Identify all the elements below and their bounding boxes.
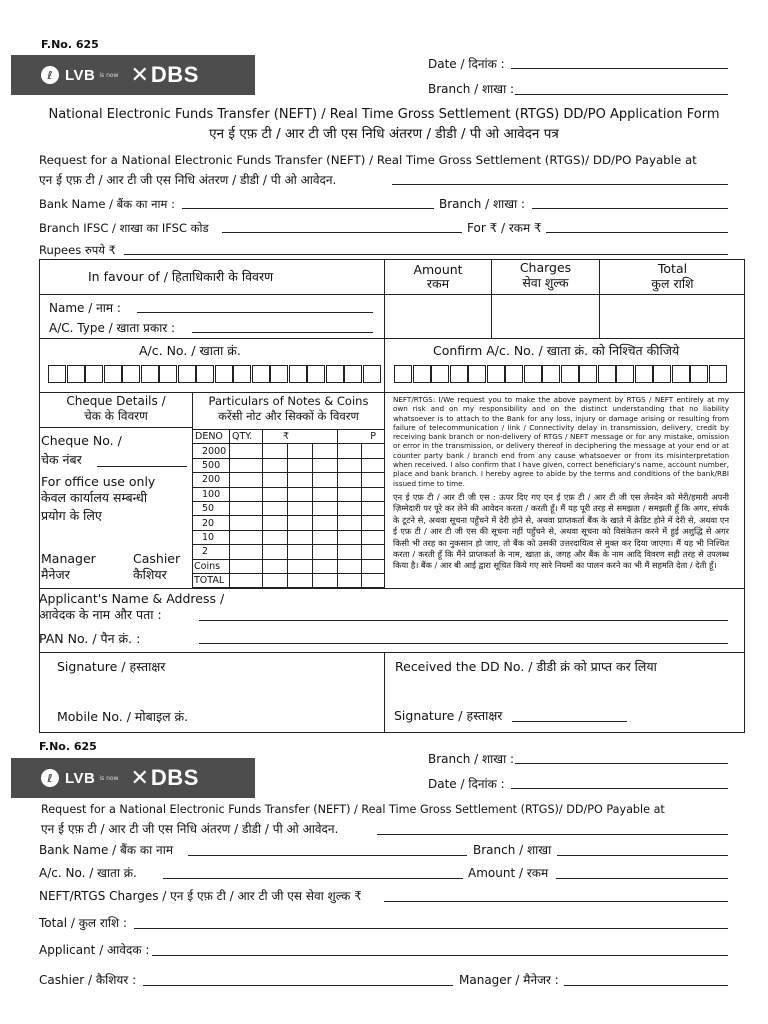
dbs-star-icon: ✕ [130,62,149,88]
account-digit-box[interactable] [431,365,449,383]
bottom-branch-label: Branch / शाखा : [428,752,515,766]
paise-cell[interactable] [338,444,361,458]
declaration-en: NEFT/RTGS: I/We request you to make the above payment by RTGS / NEFT entirely at my own risk and on my responsibility and on the distinct understanding that no liability whatsoever is to attach to the Bank for any loss, injury or damage arising or resulting from failure of telecommunication / link / Connectivity delay in transmission, delivery, credit by receiving bank branch or non-delivery of RTGS / NEFT message or for any mistake, omission or error in the transmission, or delivery thereof in deciphering the message at your end or at counter party bank / branch end from any cause whatsoever or from its misinterpretation when received. I also confirm that I have given, correct beneficiary's name, account number, place and bank branch. I hereby agree to abide by the terms and conditions of the bank/RBI issued time to time. [393,395,729,488]
amount-heading-hi: रकम [426,276,450,291]
beneficiary-name-field[interactable] [137,312,373,313]
bottom-branch-field[interactable] [515,763,728,764]
rupee-cell[interactable] [288,545,313,559]
deno-header-row [193,430,385,444]
bottom-request-hi: एन ई एफ़ टी / आर टी जी एस निधि अंतरण / डीडी / पी ओ आवेदन. [41,822,339,836]
cheque-details-heading-en: Cheque Details / [66,394,166,408]
paise-cell[interactable] [361,559,384,573]
rupee-cell[interactable] [288,473,313,487]
qty-cell[interactable] [230,545,263,559]
account-digit-box[interactable] [252,365,270,383]
bank-logo [11,55,255,95]
branch2-field[interactable] [532,208,728,209]
rupee-cell[interactable] [288,516,313,530]
account-digit-box[interactable] [307,365,325,383]
account-digit-box[interactable] [561,365,579,383]
acno-boxes[interactable] [48,365,382,383]
rupee-cell[interactable] [313,487,338,501]
grid-divider [39,392,745,393]
cheque-no-field[interactable] [97,466,187,467]
beneficiary-name-label: Name / नाम : [49,301,121,315]
manager-label-hi: मैनेजर [41,567,70,582]
ifsc-label: Branch IFSC / शाखा का IFSC कोड [39,221,209,235]
applicant-field[interactable] [199,620,728,621]
grid-divider [39,338,745,339]
paise-cell[interactable] [338,473,361,487]
cashier-label-en: Cashier [133,551,181,566]
account-digit-box[interactable] [709,365,727,383]
deno-value: 10 [193,530,230,544]
rupee-cell[interactable] [263,559,288,573]
grid-divider [39,652,745,653]
form-number: F.No. 625 [41,38,99,51]
deno-row [193,530,385,544]
dbs-star-icon: ✕ [130,765,149,791]
bottom-acno-field[interactable] [163,878,463,879]
account-digit-box[interactable] [579,365,597,383]
deno-value: 2 [193,545,230,559]
rupee-cell[interactable] [288,559,313,573]
rupee-cell[interactable] [313,458,338,472]
signature-label: Signature / हस्ताक्षर [57,659,166,674]
rupee-cell[interactable] [288,573,313,587]
is-now-text: is now [99,774,119,782]
denomination-table [192,429,385,588]
deno-row [193,487,385,501]
bottom-branch2-label: Branch / शाखा [473,843,552,857]
request-text-en: Request for a National Electronic Funds Transfer (NEFT) / Real Time Gross Settlement (RTGS)/ DD/PO Payable at [39,153,697,167]
paise-cell[interactable] [338,458,361,472]
bottom-total-field[interactable] [134,928,728,929]
bottom-applicant-label: Applicant / आवेदक : [39,943,150,957]
rupee-cell[interactable] [288,444,313,458]
for-amount-label: For ₹ / रकम ₹ [467,221,542,235]
applicant-label-en: Applicant's Name & Address / [39,591,225,606]
total-heading-hi: कुल राशि [651,276,694,291]
lvb-text: LVB [65,769,96,787]
office-use-hi-1: केवल कार्यालय सम्बन्धी [41,490,148,505]
rupee-cell[interactable] [263,573,288,587]
bottom-acno-label: A/c. No. / खाता क्रं. [39,866,137,880]
cashier-label-hi: कैशियर [133,567,167,582]
rupee-cell[interactable] [288,530,313,544]
account-digit-box[interactable] [468,365,486,383]
grid-divider [384,652,385,733]
paise-cell[interactable] [338,501,361,515]
paise-cell[interactable] [361,516,384,530]
paise-cell[interactable] [338,545,361,559]
qty-cell[interactable] [230,516,263,530]
paise-cell[interactable] [338,573,361,587]
bottom-charges-label: NEFT/RTGS Charges / एन ई एफ़ टी / आर टी जी एस सेवा शुल्क ₹ [39,889,362,903]
bottom-amount-field[interactable] [556,878,728,879]
deno-header: DENO [193,430,230,444]
cheque-no-label-hi: चेक नंबर [41,452,82,467]
favour-heading: In favour of / हिताधिकारी के विवरण [88,269,274,284]
account-digit-box[interactable] [104,365,122,383]
rupee-cell[interactable] [313,501,338,515]
dbs-text: DBS [150,765,199,790]
rupee-cell[interactable] [263,530,288,544]
bottom-date-field[interactable] [511,788,728,789]
account-digit-box[interactable] [85,365,103,383]
bank-name-field[interactable] [182,208,434,209]
account-digit-box[interactable] [196,365,214,383]
qty-header: QTY. [230,430,263,444]
deno-row [193,559,385,573]
rupee-cell[interactable] [288,458,313,472]
paise-cell[interactable] [338,530,361,544]
confirm-acno-heading: Confirm A/c. No. / खाता क्रं. को निश्चित कीजिये [433,343,680,358]
branch-label: Branch / शाखा : [428,82,515,96]
account-digit-box[interactable] [542,365,560,383]
total-heading-en: Total [657,261,688,276]
bottom-form-number: F.No. 625 [39,740,97,753]
paise-cell[interactable] [361,458,384,472]
account-digit-box[interactable] [505,365,523,383]
account-digit-box[interactable] [413,365,431,383]
paise-cell[interactable] [361,487,384,501]
account-digit-box[interactable] [141,365,159,383]
applicant-label-hi: आवेदक के नाम और पता : [39,607,162,622]
rupee-cell[interactable] [313,444,338,458]
pan-label: PAN No. / पैन क्रं. : [39,631,141,646]
account-digit-box[interactable] [653,365,671,383]
qty-cell[interactable] [230,444,263,458]
declaration-hi: एन ई एफ़ टी / आर टी जी एस : ऊपर दिए गए एन ई एफ़ टी / आर टी जी एस लेनदेन को मेरी/हमारी अपनी ज़िम्मेदारी पर पूरे कर लेने की आवेदन करता / करती हूँ। मैं यह पूरी तरह से समझता / समझती हूँ कि अगर, संपर्क के टूटने से, अथवा सूचना पहुँचने में देरी होने से, अथवा प्राप्तकर्ता बैंक के खाते में क्रेडिट होने में देरी से, अथवा एन ई एफ़ टी / आर टी जी एस की सूचना नहीं पहुँचने से, अथवा सूचना को विसंकेतन करने में हुई अशुद्धि से अगर किसी भी तरह का नुकसान हो जाए, तो बैंक को उसकी उत्तरदायित्व से मुक्त कर दिया जाएगा। मैं यह भी निश्चित करता / करती हूँ कि मैंने प्राप्तकर्ता के नाम, खाता क्रं, जगह और बैंक के नाम आदि विवरण सही तरह से उपलब्ध किया है। बैंक / आर बी आई द्वारा सूचित किये गए सारे नियमों का पालन करने का भी मैं सहमति देता / देती हूँ। [393,492,729,571]
paise-cell[interactable] [338,516,361,530]
is-now-text: is now [99,71,119,79]
deno-row [193,516,385,530]
account-digit-box[interactable] [215,365,233,383]
account-digit-box[interactable] [616,365,634,383]
deno-value: 200 [193,473,230,487]
bottom-manager-label: Manager / मैनेजर : [459,973,559,987]
bottom-bank-name-label: Bank Name / बैंक का नाम [39,843,173,857]
rupees-field[interactable] [124,254,728,255]
bottom-bank-logo [11,758,255,798]
amount-heading-en: Amount [413,262,463,277]
grid-divider [39,294,745,295]
paise-cell[interactable] [361,545,384,559]
branch2-label: Branch / शाखा : [439,197,526,211]
rupee-header: ₹ [263,430,338,444]
qty-cell[interactable] [230,573,263,587]
account-digit-box[interactable] [635,365,653,383]
qty-cell[interactable] [230,458,263,472]
rupee-cell[interactable] [313,516,338,530]
paise-cell[interactable] [361,573,384,587]
paise-cell[interactable] [361,530,384,544]
rupee-cell[interactable] [263,473,288,487]
qty-cell[interactable] [230,473,263,487]
deno-row [193,545,385,559]
deno-value: TOTAL [193,573,230,587]
account-digit-box[interactable] [289,365,307,383]
acno-heading: A/c. No. / खाता क्रं. [139,343,241,358]
office-use-hi-2: प्रयोग के लिए [41,508,102,523]
form-title-en: National Electronic Funds Transfer (NEFT) / Real Time Gross Settlement (RTGS) DD/PO Application Form [48,107,720,122]
deno-value: 20 [193,516,230,530]
mobile-label: Mobile No. / मोबाइल क्रं. [57,709,189,724]
bottom-total-label: Total / कुल राशि : [39,916,128,930]
account-digit-box[interactable] [122,365,140,383]
deno-row [193,444,385,458]
particulars-heading-en: Particulars of Notes & Coins [208,394,369,408]
paise-header: P [338,430,385,444]
bottom-branch2-field[interactable] [557,855,728,856]
rupee-cell[interactable] [263,545,288,559]
account-digit-box[interactable] [524,365,542,383]
rupee-cell[interactable] [263,516,288,530]
bottom-applicant-field[interactable] [152,955,728,956]
account-digit-box[interactable] [48,365,66,383]
grid-divider [39,588,745,589]
rupee-cell[interactable] [263,487,288,501]
deno-value: 2000 [193,444,230,458]
date-label: Date / दिनांक : [428,57,505,71]
account-digit-box[interactable] [487,365,505,383]
cheque-details-heading-hi: चेक के विवरण [84,409,148,423]
account-digit-box[interactable] [363,365,381,383]
charges-heading-hi: सेवा शुल्क [522,275,569,290]
account-digit-box[interactable] [326,365,344,383]
rupee-cell[interactable] [313,559,338,573]
ac-type-field[interactable] [192,332,373,333]
account-digit-box[interactable] [672,365,690,383]
paise-cell[interactable] [338,487,361,501]
account-digit-box[interactable] [394,365,412,383]
account-digit-box[interactable] [178,365,196,383]
deno-row [193,573,385,587]
manager-label-en: Manager [41,551,96,566]
deno-value: 100 [193,487,230,501]
account-digit-box[interactable] [344,365,362,383]
ifsc-field[interactable] [222,232,462,233]
qty-cell[interactable] [230,559,263,573]
rupee-cell[interactable] [313,573,338,587]
account-digit-box[interactable] [233,365,251,383]
office-use-en: For office use only [41,474,156,489]
form-title-hi: एन ई एफ़ टी / आर टी जी एस निधि अंतरण / डीडी / पी ओ आवेदन पत्र [209,126,559,142]
date-field[interactable] [511,68,728,69]
request-text-hi: एन ई एफ़ टी / आर टी जी एस निधि अंतरण / डीडी / पी ओ आवेदन. [39,173,337,187]
rupee-cell[interactable] [263,458,288,472]
grid-divider [39,427,192,428]
charges-heading-en: Charges [519,260,572,275]
bottom-date-label: Date / दिनांक : [428,777,505,791]
rupee-cell[interactable] [263,501,288,515]
bottom-request-en: Request for a National Electronic Funds Transfer (NEFT) / Real Time Gross Settlement (RTGS)/ DD/PO Payable at [41,803,665,816]
account-digit-box[interactable] [690,365,708,383]
particulars-heading-hi: करेंसी नोट और सिक्कों के विवरण [218,409,359,423]
received-dd-label: Received the DD No. / डीडी क्रं को प्राप्त कर लिया [395,659,657,674]
deno-row [193,473,385,487]
account-digit-box[interactable] [159,365,177,383]
signature2-field[interactable] [512,721,627,722]
rupee-cell[interactable] [288,487,313,501]
account-digit-box[interactable] [598,365,616,383]
account-digit-box[interactable] [450,365,468,383]
deno-row [193,501,385,515]
paise-cell[interactable] [361,444,384,458]
branch-field[interactable] [515,94,728,95]
qty-cell[interactable] [230,530,263,544]
signature2-label: Signature / हस्ताक्षर [394,708,503,723]
bottom-payable-at-field[interactable] [377,834,728,835]
deno-value: 500 [193,458,230,472]
lvb-logo-icon: ℓ [41,66,59,84]
dbs-text: DBS [150,62,199,87]
deno-row [193,458,385,472]
lvb-logo-icon: ℓ [41,769,59,787]
rupee-cell[interactable] [313,545,338,559]
rupee-cell[interactable] [288,501,313,515]
bottom-manager-field[interactable] [564,985,728,986]
bottom-amount-label: Amount / रकम [468,866,549,880]
account-digit-box[interactable] [67,365,85,383]
payable-at-field[interactable] [392,184,728,185]
bottom-cashier-label: Cashier / कैशियर : [39,973,137,987]
lvb-text: LVB [65,66,96,84]
paise-cell[interactable] [338,559,361,573]
confirm-acno-boxes[interactable] [394,365,728,383]
rupee-cell[interactable] [313,473,338,487]
account-digit-box[interactable] [270,365,288,383]
deno-value: Coins [193,559,230,573]
qty-cell[interactable] [230,487,263,501]
deno-value: 50 [193,501,230,515]
bottom-bank-name-field[interactable] [188,855,467,856]
rupee-cell[interactable] [313,530,338,544]
ac-type-label: A/C. Type / खाता प्रकार : [49,321,176,335]
qty-cell[interactable] [230,501,263,515]
bottom-charges-field[interactable] [384,901,728,902]
rupee-cell[interactable] [263,444,288,458]
cheque-no-label-en: Cheque No. / [41,433,122,448]
paise-cell[interactable] [361,501,384,515]
rupees-label: Rupees रुपये ₹ [39,243,116,257]
pan-field[interactable] [199,643,728,644]
bottom-cashier-field[interactable] [143,985,453,986]
paise-cell[interactable] [361,473,384,487]
bank-name-label: Bank Name / बैंक का नाम : [39,197,175,211]
for-amount-field[interactable] [546,232,728,233]
